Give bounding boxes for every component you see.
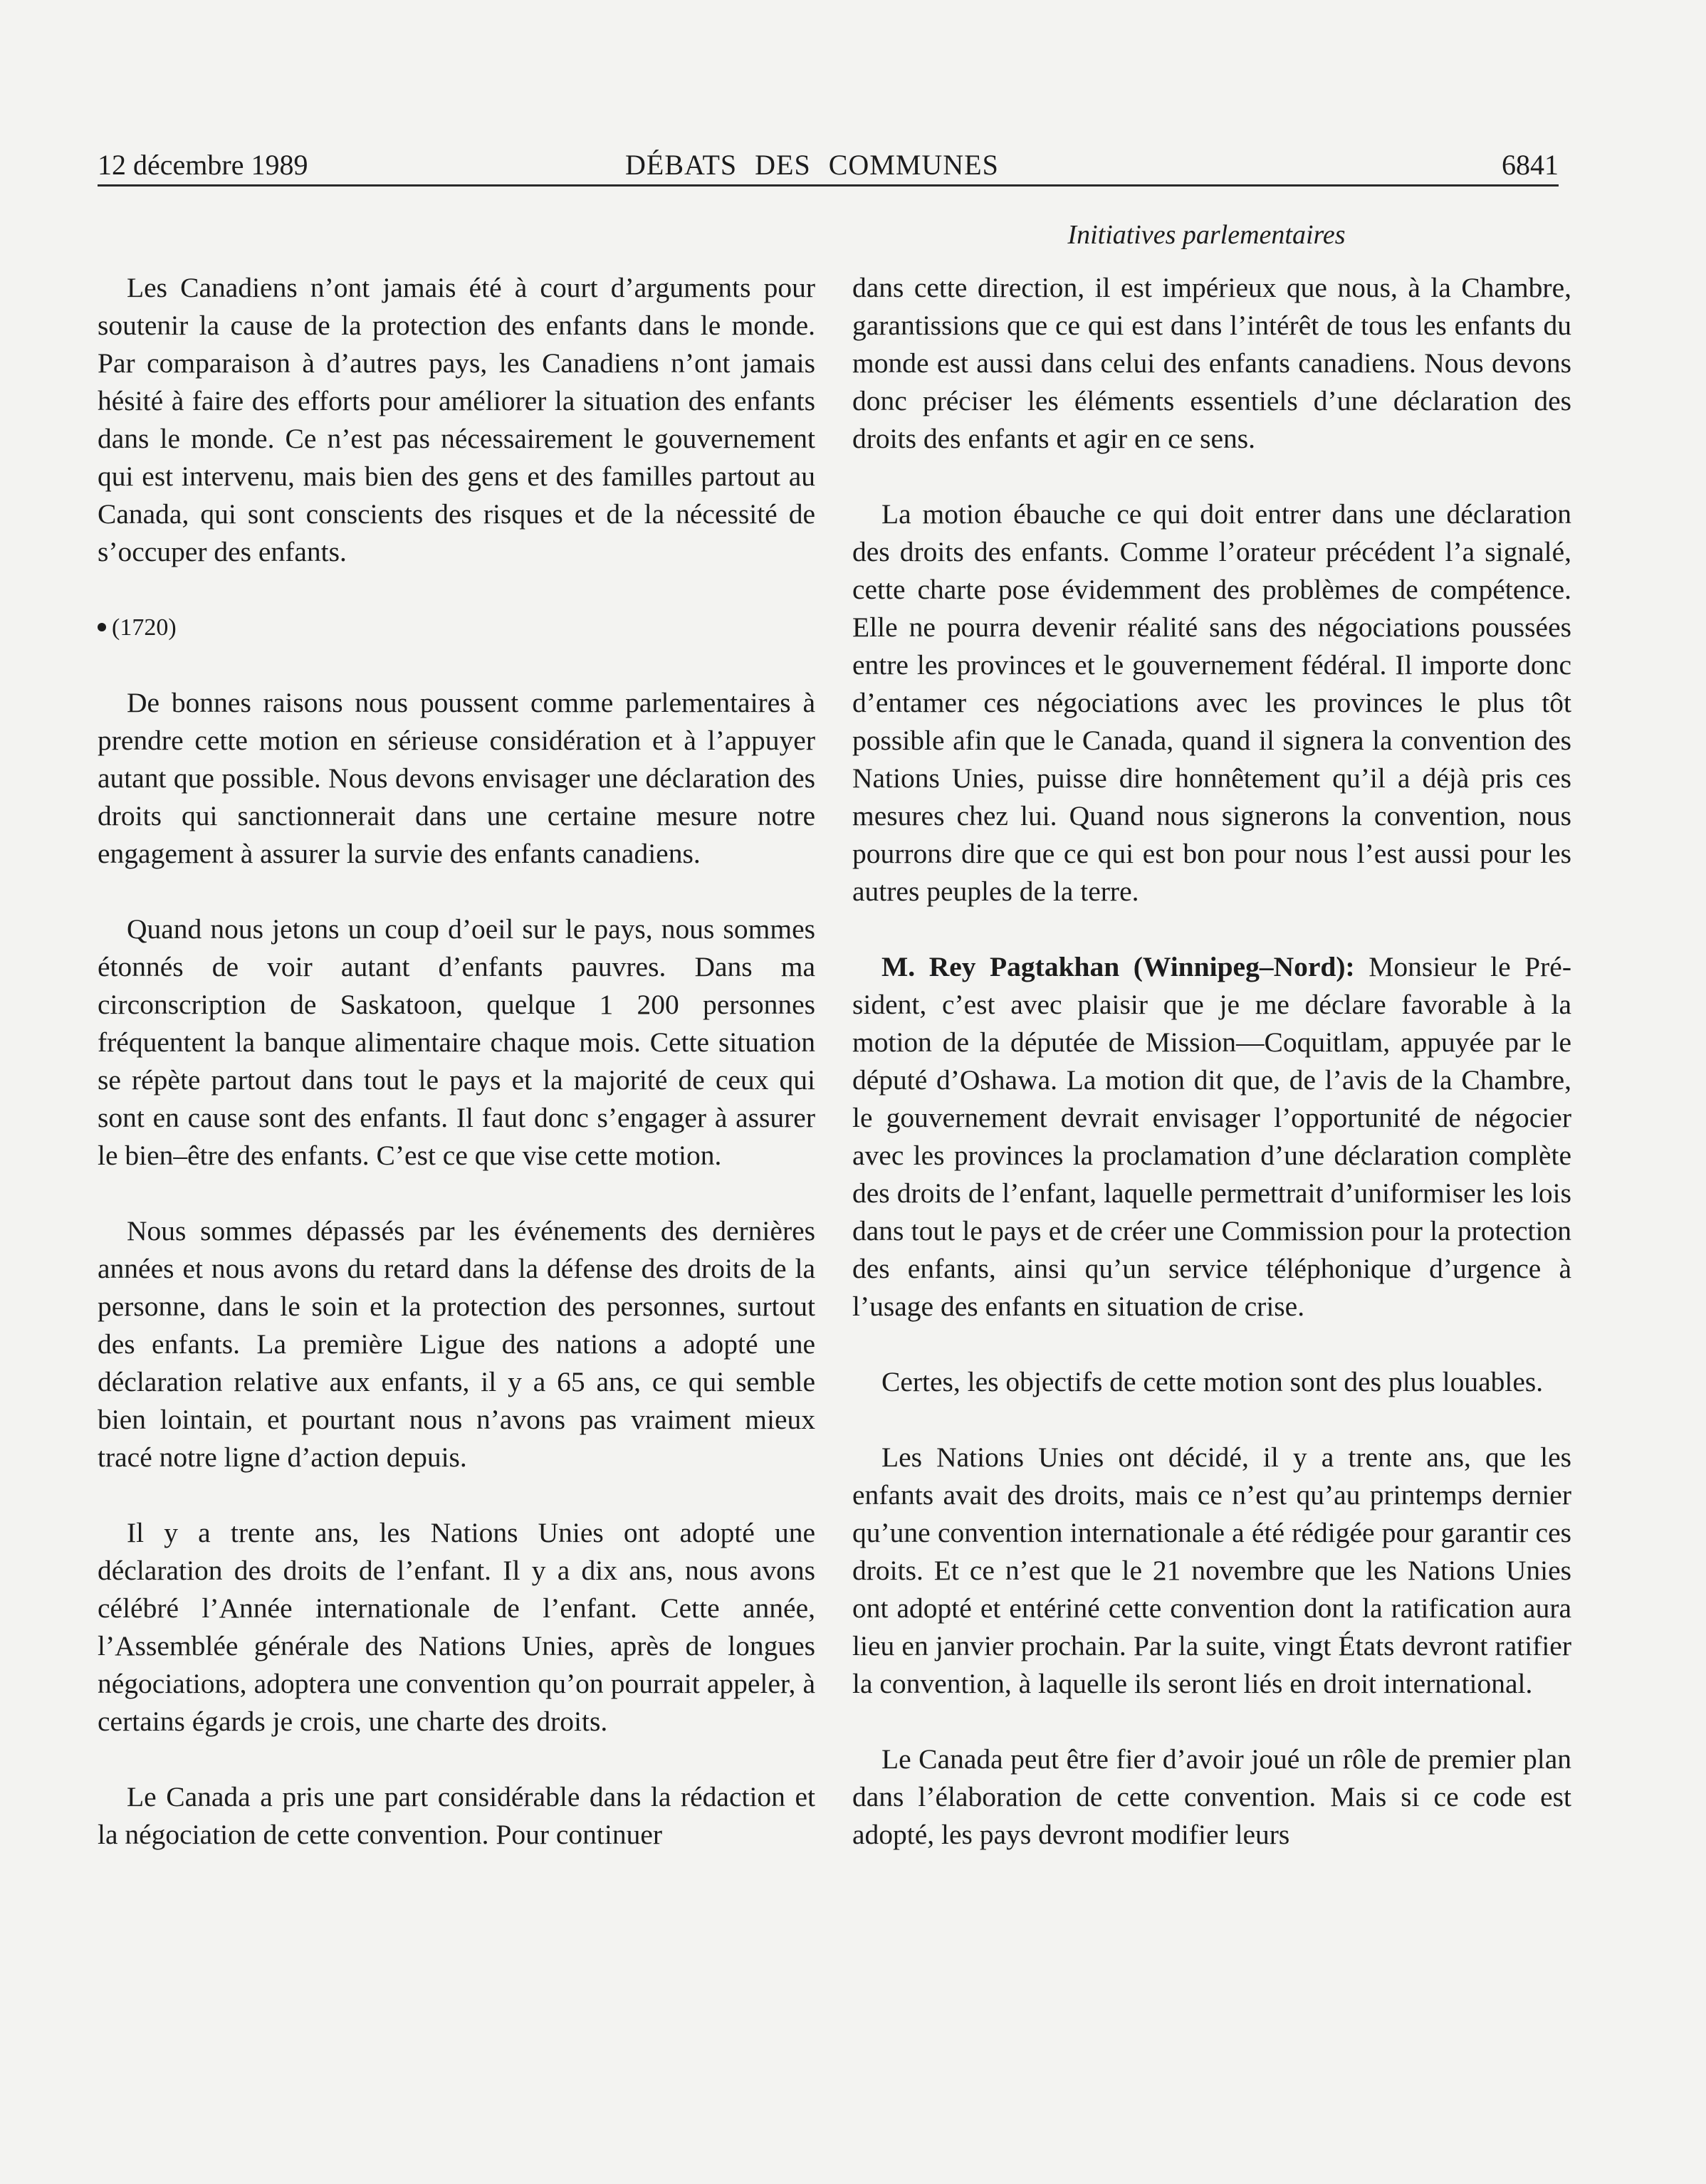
time-marker (98, 609, 815, 646)
section-label: Initiatives parlementaires (1067, 220, 1346, 250)
right-paragraph-4: Certes, les objectifs de cette motion sont des plus louables. (881, 1366, 1544, 1397)
speaker-name: M. Rey Pagtakhan (Winnipeg–Nord): (881, 951, 1355, 982)
left-paragraph-5: Il y a trente ans, les Nations Unies ont adopté une déclaration des droits de l’enfant. Il y a dix ans, nous avons célébré l’Année internationale de l’enfant. Cette année, l’Assemblée générale des Nations Unies, après de longues négociations, adoptera une convention qu’on pourrait appeler, à certains égards je crois, une charte des droits. (98, 1517, 815, 1737)
left-paragraph-4: Nous sommes dépassés par les événements des dernières années et nous avons du retard dans la défense des droits de la personne, dans le soin et la protection des personnes, surtout des enfants. La première Ligue des nations a adopté une déclaration relative aux enfants, il y a 65 ans, ce qui semble bien lointain, et pourtant nous n’avons pas vraiment mieux tracé notre ligne d’action depuis. (98, 1215, 815, 1473)
page-header (98, 142, 1559, 185)
right-paragraph-6: Le Canada peut être fier d’avoir joué un rôle de premier plan dans l’élaboration de cette convention. Mais si ce code est adopté, les pays devront modifier leurs (852, 1743, 1571, 1850)
header-page-number: 6841 (1502, 149, 1559, 181)
header-date: 12 décembre 1989 (98, 149, 308, 181)
bullet-icon (98, 623, 106, 631)
left-paragraph-1: Les Canadiens n’ont jamais été à court d’arguments pour soutenir la cause de la protection des enfants dans le monde. Par comparaison à d’autres pays, les Canadiens n’ont jamais hésité à faire des efforts pour améliorer la situation des enfants dans le monde. Ce n’est pas nécessairement le gouvernement qui est intervenu, mais bien des gens et des familles partout au Canada, qui sont conscients des risques et de la nécessité de s’occuper des enfants. (98, 272, 815, 567)
right-column (852, 269, 1571, 1854)
right-paragraph-1: dans cette direction, il est impérieux que nous, à la Chambre, garantissions que ce qui est dans l’intérêt de tous les enfants du monde est aussi dans celui des enfants canadiens. Nous devons donc préciser les éléments essentiels d’une déclaration des droits des enfants et agir en ce sens. (852, 272, 1571, 454)
right-paragraph-2: La motion ébauche ce qui doit entrer dans une déclaration des droits des enfants. Comme l’orateur précédent l’a signalé, cette charte pose évidemment des problèmes de compétence. Elle ne pourra devenir réalité sans des négociations poussées entre les provinces et le gouvernement fédéral. Il importe donc d’entamer ces négociations avec les provinces le plus tôt possible afin que le Canada, quand il signera la convention des Nations Unies, puisse dire honnêtement qu’il a déjà pris ces mesures chez lui. Quand nous signerons la convention, nous pourrons dire que ce qui est bon pour nous l’est aussi pour les autres peuples de la terre. (852, 498, 1571, 907)
left-paragraph-3: Quand nous jetons un coup d’oeil sur le pays, nous sommes étonnés de voir autant d’enfants pauvres. Dans ma circonscription de Saskatoon, quelque 1 200 personnes fréquentent la banque alimentaire chaque mois. Cette situation se répète partout dans tout le pays et la majorité de ceux qui sont en cause sont des enfants. Il faut donc s’engager à assurer le bien–être des enfants. C’est ce que vise cette motion. (98, 913, 815, 1171)
right-paragraph-5: Les Nations Unies ont décidé, il y a trente ans, que les enfants avait des droits, mais ce n’est qu’au printemps dernier qu’une convention internationale a été rédigée pour garantir ces droits. Et ce n’est que le 21 novembre que les Nations Unies ont adopté et entériné cette convention dont la ratification aura lieu en janvier prochain. Par la suite, vingt États devront ratifier la convention, à laquelle ils seront liés en droit international. (852, 1442, 1571, 1699)
time-marker-text: (1720) (112, 614, 177, 641)
header-title: DÉBATS DES COMMUNES (625, 149, 999, 181)
left-paragraph-6: Le Canada a pris une part considérable dans la rédaction et la négociation de cette convention. Pour continuer (98, 1781, 815, 1850)
header-rule (98, 184, 1559, 187)
left-column (98, 269, 815, 1854)
right-paragraph-3 (852, 948, 1571, 1325)
speaker-text: Monsieur le Président, c’est avec plaisir que je me déclare favorable à la motion de la députée de Mission—Coquitlam, appuyée par le député d’Oshawa. La motion dit que, de l’avis de la Chambre, le gouvernement devrait envisager l’opportunité de négocier avec les provinces la proclamation d’une déclaration complète des droits de l’enfant, laquelle permettrait d’uniformiser les lois dans tout le pays et de créer une Commission pour la protection des enfants, ainsi qu’un service téléphonique d’urgence à l’usage des enfants en situation de crise. (852, 951, 1571, 1322)
left-paragraph-2: De bonnes raisons nous poussent comme parlementaires à prendre cette motion en sérieuse considération et à l’appuyer autant que possible. Nous devons envisager une déclaration des droits qui sanctionnerait dans une certaine mesure notre engagement à assurer la survie des enfants canadiens. (98, 687, 815, 869)
